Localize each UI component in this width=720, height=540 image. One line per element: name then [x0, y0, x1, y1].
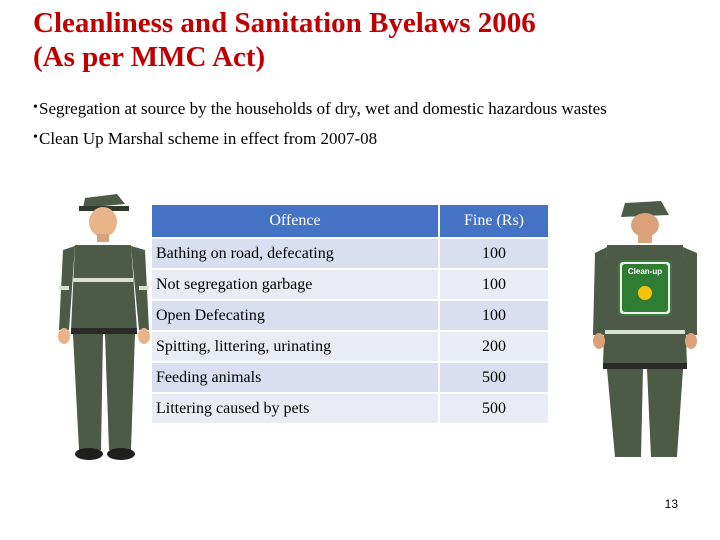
- offence-cell: Feeding animals: [152, 363, 438, 392]
- offence-cell: Bathing on road, defecating: [152, 239, 438, 268]
- offence-cell: Spitting, littering, urinating: [152, 332, 438, 361]
- table-row: [152, 301, 548, 330]
- bullet-list: [33, 98, 693, 158]
- table-header-row: [152, 205, 548, 237]
- table-row: [152, 239, 548, 268]
- offence-cell: Littering caused by pets: [152, 394, 438, 423]
- bullet-text: Clean Up Marshal scheme in effect from 2007-08: [39, 129, 378, 148]
- marshal-back-icon: [585, 195, 705, 465]
- fine-cell: 500: [440, 394, 548, 423]
- offence-cell: Not segregation garbage: [152, 270, 438, 299]
- fines-table: [150, 203, 550, 425]
- marshal-figure-right: [585, 195, 705, 465]
- title-line-1: Cleanliness and Sanitation Byelaws 2006: [33, 7, 536, 39]
- slide-title: [33, 6, 536, 74]
- fine-cell: 100: [440, 270, 548, 299]
- page-number: 13: [664, 497, 678, 511]
- table-row: [152, 363, 548, 392]
- table-row: [152, 394, 548, 423]
- bullet-dot-icon: •: [33, 130, 38, 145]
- bullet-item: [33, 98, 693, 120]
- bullet-item: [33, 128, 693, 150]
- clean-up-badge-label: Clean-up: [627, 267, 663, 276]
- table-row: [152, 332, 548, 361]
- fine-cell: 500: [440, 363, 548, 392]
- bullet-text: Segregation at source by the households of dry, wet and domestic hazardous wastes: [39, 99, 607, 118]
- marshal-figure-left-icon: [55, 190, 155, 465]
- fine-column-header: Fine (Rs): [440, 205, 548, 237]
- table-row: [152, 270, 548, 299]
- fine-cell: 100: [440, 301, 548, 330]
- bullet-dot-icon: •: [33, 100, 38, 115]
- title-line-2: (As per MMC Act): [33, 41, 266, 73]
- fine-cell: 200: [440, 332, 548, 361]
- fine-cell: 100: [440, 239, 548, 268]
- offence-column-header: Offence: [152, 205, 438, 237]
- offence-cell: Open Defecating: [152, 301, 438, 330]
